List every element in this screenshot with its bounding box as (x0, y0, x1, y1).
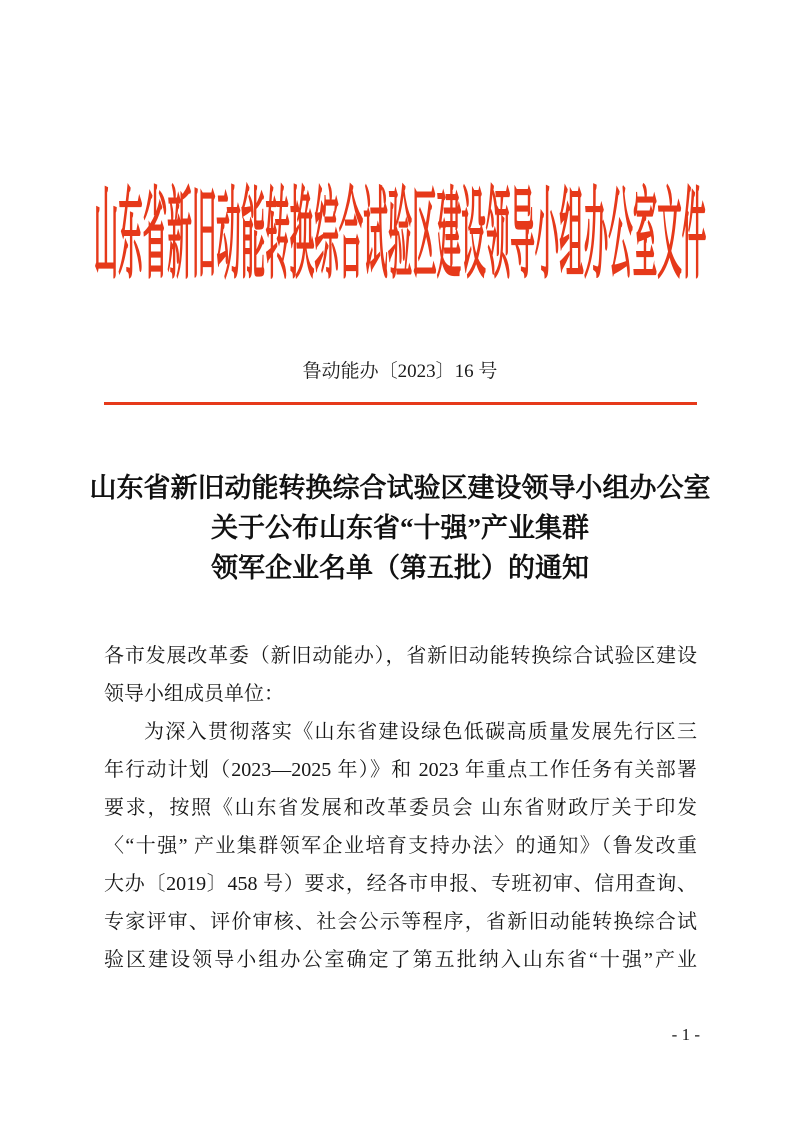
body-line: 专家评审、评价审核、社会公示等程序，省新旧动能转换综合试 (104, 911, 697, 933)
body-line: 领导小组成员单位： (104, 683, 284, 705)
document-number: 鲁动能办〔2023〕16 号 (302, 361, 498, 382)
body-line: 验区建设领导小组办公室确定了第五批纳入山东省“十强”产业 (104, 949, 697, 971)
red-masthead (0, 180, 800, 291)
notice-title-line-2: 关于公布山东省“十强”产业集群 (211, 513, 589, 543)
notice-title (0, 468, 800, 588)
body-line: 大办〔2019〕458 号）要求，经各市申报、专班初审、信用查询、 (104, 873, 697, 895)
body-line: 要求，按照《山东省发展和改革委员会 山东省财政厅关于印发 (104, 797, 697, 819)
red-divider-line (104, 402, 697, 405)
notice-title-line-1: 山东省新旧动能转换综合试验区建设领导小组办公室 (89, 473, 711, 503)
body-line: 为深入贯彻落实《山东省建设绿色低碳高质量发展先行区三 (144, 721, 697, 743)
body-line: 年行动计划（2023—2025 年）》和 2023 年重点工作任务有关部署 (104, 759, 697, 781)
notice-title-line-3: 领军企业名单（第五批）的通知 (211, 553, 589, 583)
page-number: - 1 - (671, 1025, 700, 1044)
body-text (104, 637, 697, 979)
red-masthead-title: 山东省新旧动能转换综合试验区建设领导小组办公室文件 (93, 180, 707, 291)
body-line: 各市发展改革委（新旧动能办），省新旧动能转换综合试验区建设 (104, 645, 697, 667)
body-line: 〈“十强” 产业集群领军企业培育支持办法〉的通知》（鲁发改重 (104, 835, 697, 857)
